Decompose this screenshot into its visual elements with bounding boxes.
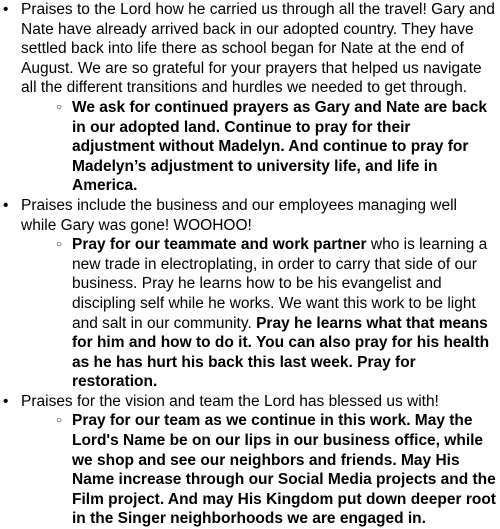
prayer-teammate-body: who is learning a new trade in electroplating, in order to carry that side of our business. Pray he learns how to be his evangelist and discipling self while he works. We want this work to be light and salt in our community. — [72, 236, 488, 332]
sub-bullet-marker: ○ — [56, 101, 63, 113]
list-item-praise-travel — [0, 0, 500, 98]
prayer-teammate-closing: Pray he learns what that means for him and how to do it. You can also pray for his health as he has hurt his back this last week. Pray for restoration. — [72, 314, 490, 391]
prayer-teammate-heading: Pray for our teammate and work partner — [72, 236, 367, 254]
sub-item-prayer-adjustment — [0, 98, 500, 196]
prayer-team-text: Pray for our team as we continue in this work. May the Lord's Name be on our lips in our business office, while we shop and see our neighbors and friends. May His Name increase through our Social Media projects and the Film project. And may His Kingdom put down deeper root in the Singer neighborhoods we are engaged in. — [72, 412, 496, 528]
sub-item-prayer-team — [0, 411, 500, 529]
prayer-adjustment-text: We ask for continued prayers as Gary and Nate are back in our adopted land. Continue to pray for their adjustment without Madelyn. And continue to pray for Madelyn’s adjustment to university life, and life in America. — [72, 98, 487, 195]
praise-vision-text: Praises for the vision and team the Lord has blessed us with! — [21, 392, 439, 410]
list-item-praise-vision — [0, 392, 500, 412]
list-item-praise-business — [0, 196, 500, 235]
bullet-marker: • — [3, 1, 9, 18]
bullet-marker: • — [3, 196, 9, 214]
sub-bullet-marker: ○ — [56, 239, 63, 251]
sub-item-prayer-teammate — [0, 235, 500, 392]
bullet-marker: • — [3, 392, 9, 410]
sub-bullet-marker: ○ — [56, 415, 63, 427]
praise-travel-text: Praises to the Lord how he carried us through all the travel! Gary and Nate have already arrived back in our adopted country. They have settled back into life there as school began for Nate at the end of August. We are so grateful for your prayers that helped us navigate all the different transitions and hurdles we needed to get through. — [21, 1, 495, 97]
praise-business-text: Praises include the business and our employees managing well while Gary was gone! WOOHOO! — [21, 196, 457, 234]
